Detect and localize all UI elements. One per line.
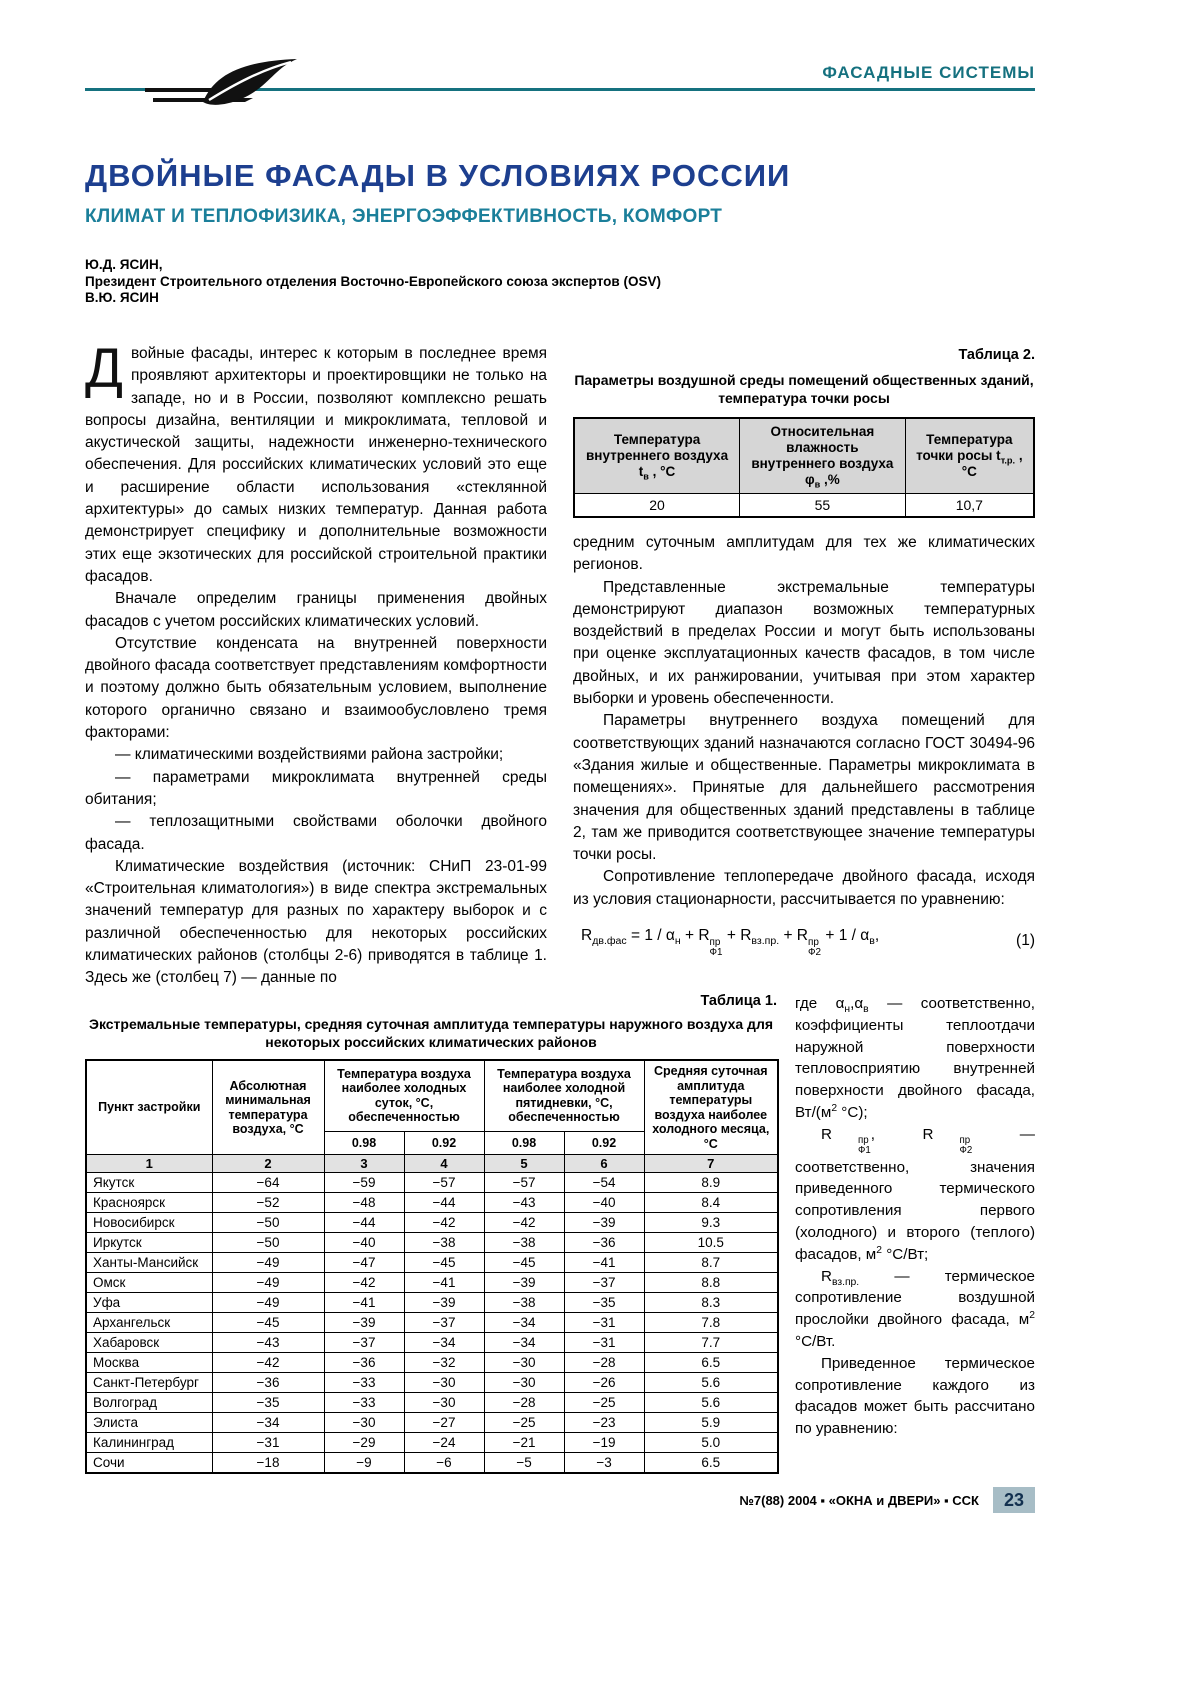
article-subtitle: КЛИМАТ И ТЕПЛОФИЗИКА, ЭНЕРГОЭФФЕКТИВНОСТЬ, КОМФОРТ (85, 206, 723, 227)
city-cell: Москва (86, 1353, 212, 1373)
city-cell: Калининград (86, 1433, 212, 1453)
value-cell: −30 (404, 1393, 484, 1413)
column-number-cell: 7 (644, 1155, 778, 1173)
definitions-column (795, 993, 1035, 1474)
paragraph-intro (85, 336, 547, 588)
table-row (86, 1173, 778, 1193)
value-cell: −64 (212, 1173, 324, 1193)
city-cell: Архангельск (86, 1313, 212, 1333)
table-row (86, 1193, 778, 1213)
paragraph-6: Представленные экстремальные температуры демонстрируют диапазон возможных температурных воздействий в пределах России и могут быть использованы при оценке эксплуатационных качеств фасадов, в том числе двойных, и их ранжировании, учитывая при этом характер выборки и уровень обеспеченности. (573, 578, 1035, 708)
value-cell: −21 (484, 1433, 564, 1453)
value-cell: −39 (324, 1313, 404, 1333)
city-cell: Сочи (86, 1453, 212, 1474)
value-cell: −42 (484, 1213, 564, 1233)
value-cell: 8.4 (644, 1193, 778, 1213)
value-cell: −45 (484, 1253, 564, 1273)
paragraph-5: средним суточным амплитудам для тех же климатических регионов. (573, 534, 1035, 574)
table-row (86, 1233, 778, 1253)
value-cell: 7.8 (644, 1313, 778, 1333)
value-cell: −39 (564, 1213, 644, 1233)
city-cell: Ханты-Мансийск (86, 1253, 212, 1273)
value-cell: −38 (404, 1233, 484, 1253)
value-cell: −34 (484, 1333, 564, 1353)
paragraph-3: Отсутствие конденсата на внутренней поверхности двойного фасада соответствует представлениям комфортности и поэтому должно быть обязательным условием, выполнение которого органично связано и взаимообусловлено тремя факторами: (85, 634, 547, 742)
value-cell: −35 (212, 1393, 324, 1413)
table-row (86, 1433, 778, 1453)
table1-header-abs-min: Абсолютная минимальная температура воздуха, °С (212, 1060, 324, 1155)
page-header (85, 55, 1035, 91)
author-name-1: Ю.Д. ЯСИН, (85, 257, 163, 272)
author-affiliation: Президент Строительного отделения Восточно-Европейского союза экспертов (OSV) (85, 273, 661, 289)
value-cell: −41 (324, 1293, 404, 1313)
value-cell: −30 (484, 1353, 564, 1373)
value-cell: 10.5 (644, 1233, 778, 1253)
city-cell: Уфа (86, 1293, 212, 1313)
value-cell: −31 (564, 1313, 644, 1333)
value-cell: −30 (404, 1373, 484, 1393)
table1-caption: Таблица 1. (700, 993, 777, 1009)
paragraph-4: Климатические воздействия (источник: СНиП 23-01-99 «Строительная климатология») в виде спектра экстремальных значений температур для разных по характеру выборок и с различной обеспеченностью для некоторых российских климатических районов (столбцы 2-6) приводятся в таблице 1. Здесь же (столбец 7) — данные по (85, 857, 547, 987)
value-cell: −42 (404, 1213, 484, 1233)
paragraph-2: Вначале определим границы применения двойных фасадов с учетом российских климатических условий. (85, 590, 547, 630)
value-cell: −41 (564, 1253, 644, 1273)
value-cell: −36 (212, 1373, 324, 1393)
column-number-cell: 3 (324, 1155, 404, 1173)
factors-list (85, 744, 547, 855)
table1-prob-092-b: 0.92 (564, 1131, 644, 1154)
value-cell: −19 (564, 1433, 644, 1453)
table1-header-cold-five-days: Температура воздуха наиболее холодной пятидневки, °С, обеспеченностью (484, 1060, 644, 1131)
city-cell: Иркутск (86, 1233, 212, 1253)
bottom-section (85, 993, 1035, 1474)
city-cell: Волгоград (86, 1393, 212, 1413)
value-cell: −28 (484, 1393, 564, 1413)
value-cell: 8.3 (644, 1293, 778, 1313)
table1 (85, 1059, 779, 1474)
paragraph-8: Сопротивление теплопередаче двойного фасада, исходя из условия стационарности, рассчитывается по уравнению: (573, 868, 1035, 908)
table1-body (86, 1173, 778, 1474)
value-cell: −50 (212, 1233, 324, 1253)
value-cell: −44 (404, 1193, 484, 1213)
column-number-cell: 6 (564, 1155, 644, 1173)
value-cell: −23 (564, 1413, 644, 1433)
value-cell: 9.3 (644, 1213, 778, 1233)
value-cell: −18 (212, 1453, 324, 1474)
value-cell: −5 (484, 1453, 564, 1474)
value-cell: −49 (212, 1293, 324, 1313)
table2-caption: Таблица 2. (958, 347, 1035, 363)
value-cell: −25 (564, 1393, 644, 1413)
paragraph-7: Параметры внутреннего воздуха помещений для соответствующих зданий назначаются согласно ГОСТ 30494-96 «Здания жилые и общественные. Параметры микроклимата в помещениях». Принятые для дальнейшего рассмотрения значения для общественных зданий представлены в таблице 2, там же приводится соответствующее значение температуры точки росы. (573, 712, 1035, 864)
value-cell: −28 (564, 1353, 644, 1373)
value-cell: −27 (404, 1413, 484, 1433)
city-cell: Омск (86, 1273, 212, 1293)
table2-header-row (574, 418, 1034, 494)
value-cell: −34 (212, 1413, 324, 1433)
equation-1-formula: $R_{дв.фас} = 1 / \alpha_н + R$ пр Ф1 + $R_{вз.пр.} + R$ пр Ф2 + $1 / \alpha_в$, (581, 927, 880, 958)
list-item: — климатическими воздействиями района застройки; (115, 746, 504, 764)
value-cell: 6.5 (644, 1353, 778, 1373)
table-row (86, 1333, 778, 1353)
section-label: ФАСАДНЫЕ СИСТЕМЫ (822, 63, 1035, 82)
table1-area (85, 993, 777, 1474)
value-cell: −33 (324, 1393, 404, 1413)
value-cell: −44 (324, 1213, 404, 1233)
value-cell: −59 (324, 1173, 404, 1193)
city-cell: Санкт-Петербург (86, 1373, 212, 1393)
author-name-2: В.Ю. ЯСИН (85, 290, 159, 305)
table1-header-amplitude: Средняя суточная амплитуда температуры воздуха наиболее холодного месяца, °С (644, 1060, 778, 1155)
page-number (993, 1487, 1035, 1513)
city-cell: Элиста (86, 1413, 212, 1433)
list-item: — параметрами микроклимата внутренней среды обитания; (85, 768, 547, 808)
table1-header-row-1 (86, 1060, 778, 1131)
value-cell: −52 (212, 1193, 324, 1213)
value-cell: −3 (564, 1453, 644, 1474)
authors-block (85, 257, 1035, 307)
value-cell: −40 (324, 1233, 404, 1253)
table2-header-dew-point: Температура точки росы $t_{т.р.}$ , °С (905, 418, 1034, 494)
value-cell: 8.9 (644, 1173, 778, 1193)
table-row (86, 1353, 778, 1373)
value-cell: −45 (404, 1253, 484, 1273)
value-cell: −57 (484, 1173, 564, 1193)
column-number-cell: 4 (404, 1155, 484, 1173)
value-cell: −42 (212, 1353, 324, 1373)
value-cell: 5.0 (644, 1433, 778, 1453)
value-cell: 7.7 (644, 1333, 778, 1353)
city-cell: Якутск (86, 1173, 212, 1193)
table2-values-row (574, 494, 1034, 518)
table-row (86, 1393, 778, 1413)
value-cell: −57 (404, 1173, 484, 1193)
value-cell: −48 (324, 1193, 404, 1213)
paragraph-next: Приведенное термическое сопротивление каждого из фасадов может быть рассчитано по уравнению: (795, 1354, 1035, 1438)
value-cell: −25 (484, 1413, 564, 1433)
list-item: — теплозащитными свойствами оболочки двойного фасада. (85, 813, 547, 853)
drop-cap: Д (85, 336, 123, 399)
page-footer (85, 1487, 1035, 1513)
publisher-logo-icon (145, 57, 305, 120)
value-cell: −39 (484, 1273, 564, 1293)
right-column (573, 343, 1035, 990)
value-cell: −31 (564, 1333, 644, 1353)
value-cell: −32 (404, 1353, 484, 1373)
footer-issue-text: №7(88) 2004 ▪ «ОКНА и ДВЕРИ» ▪ ССК (739, 1492, 979, 1508)
value-cell: 6.5 (644, 1453, 778, 1474)
value-cell: −30 (484, 1373, 564, 1393)
table1-header-city: Пункт застройки (86, 1060, 212, 1155)
table1-column-number-row (86, 1155, 778, 1173)
value-cell: −6 (404, 1453, 484, 1474)
value-cell: −43 (484, 1193, 564, 1213)
value-cell: −9 (324, 1453, 404, 1474)
value-cell: 8.8 (644, 1273, 778, 1293)
city-cell: Хабаровск (86, 1333, 212, 1353)
value-cell: 5.9 (644, 1413, 778, 1433)
value-cell: 8.7 (644, 1253, 778, 1273)
city-cell: Красноярск (86, 1193, 212, 1213)
value-cell: −54 (564, 1173, 644, 1193)
value-cell: −37 (564, 1273, 644, 1293)
equation-1 (573, 923, 1035, 958)
table-row (86, 1253, 778, 1273)
table1-prob-098-b: 0.98 (484, 1131, 564, 1154)
value-cell: −45 (212, 1313, 324, 1333)
table2-title: Параметры воздушной среды помещений общественных зданий, температура точки росы (574, 372, 1034, 406)
value-cell: −24 (404, 1433, 484, 1453)
table2-value-humidity: 55 (740, 494, 906, 518)
equation-1-number: (1) (1016, 931, 1035, 949)
value-cell: −43 (212, 1333, 324, 1353)
value-cell: −49 (212, 1273, 324, 1293)
table-row (86, 1273, 778, 1293)
value-cell: −40 (564, 1193, 644, 1213)
column-number-cell: 1 (86, 1155, 212, 1173)
table2-header-internal-temp: Температура внутреннего воздуха $t_в$ , °С (574, 418, 740, 494)
table-row (86, 1293, 778, 1313)
page-number-value: 23 (1003, 1489, 1025, 1510)
left-column (85, 336, 547, 990)
value-cell: 5.6 (644, 1373, 778, 1393)
table2-header-humidity: Относительная влажность внутреннего воздуха $\varphi_в$ ,% (740, 418, 906, 494)
column-number-cell: 5 (484, 1155, 564, 1173)
table2 (573, 417, 1035, 518)
table1-prob-098-a: 0.98 (324, 1131, 404, 1154)
value-cell: −37 (404, 1313, 484, 1333)
table1-prob-092-a: 0.92 (404, 1131, 484, 1154)
value-cell: −47 (324, 1253, 404, 1273)
value-cell: −33 (324, 1373, 404, 1393)
value-cell: −50 (212, 1213, 324, 1233)
value-cell: −36 (564, 1233, 644, 1253)
value-cell: −30 (324, 1413, 404, 1433)
value-cell: −34 (404, 1333, 484, 1353)
table2-value-dew-point: 10,7 (905, 494, 1034, 518)
table-row (86, 1373, 778, 1393)
article-title: ДВОЙНЫЕ ФАСАДЫ В УСЛОВИЯХ РОССИИ (85, 158, 791, 193)
table-row (86, 1313, 778, 1333)
value-cell: −38 (484, 1233, 564, 1253)
table-row (86, 1213, 778, 1233)
table-row (86, 1453, 778, 1474)
value-cell: −31 (212, 1433, 324, 1453)
body-columns (85, 336, 1035, 990)
table1-title: Экстремальные температуры, средняя суточная амплитуда температуры наружного воздуха для некоторых российских климатических районов (88, 1016, 774, 1050)
paragraph-intro-text: войные фасады, интерес к которым в последнее время проявляют архитекторы и проектировщики не только на западе, но и в России, позволяют комплексно решать вопросы дизайна, вентиляции и микроклимата, тепловой и акустической защиты, надежности инженерно-технического обеспечения. Для российских климатических условий это еще и расширение области использования «стеклянной архитектуры» до самых низких температур. Данная работа демонстрирует специфику и дополнительные возможности этих еще экзотических для российской строительной практики фасадов. (85, 345, 547, 585)
value-cell: −29 (324, 1433, 404, 1453)
definition-alpha: где $\alpha_н,\alpha_в$ — соответственно, коэффициенты теплоотдачи наружной поверхности тепловосприятию внутренней поверхности двойного фасада, $Вт/(м^2$ °С); (795, 995, 1035, 1121)
value-cell: −42 (324, 1273, 404, 1293)
column-number-cell: 2 (212, 1155, 324, 1173)
value-cell: −36 (324, 1353, 404, 1373)
table1-header-cold-days: Температура воздуха наиболее холодных суток, °С, обеспеченностью (324, 1060, 484, 1131)
definition-r-air-gap: $R_{вз.пр.}$ — термическое сопротивление воздушной прослойки двойного фасада, $м^2$ °С/Вт. (795, 1267, 1035, 1350)
value-cell: −34 (484, 1313, 564, 1333)
table-row (86, 1413, 778, 1433)
value-cell: −39 (404, 1293, 484, 1313)
city-cell: Новосибирск (86, 1213, 212, 1233)
value-cell: −41 (404, 1273, 484, 1293)
value-cell: −26 (564, 1373, 644, 1393)
value-cell: −37 (324, 1333, 404, 1353)
value-cell: −38 (484, 1293, 564, 1313)
value-cell: 5.6 (644, 1393, 778, 1413)
table2-value-internal-temp: 20 (574, 494, 740, 518)
value-cell: −49 (212, 1253, 324, 1273)
definition-r-facade: R пр Ф1 , R пр Ф2 — соответственно, значения приведенного термического сопротивления первого (холодного) и второго (теплого) фасадов, $м^2$ °С/Вт; (795, 1125, 1035, 1263)
value-cell: −35 (564, 1293, 644, 1313)
